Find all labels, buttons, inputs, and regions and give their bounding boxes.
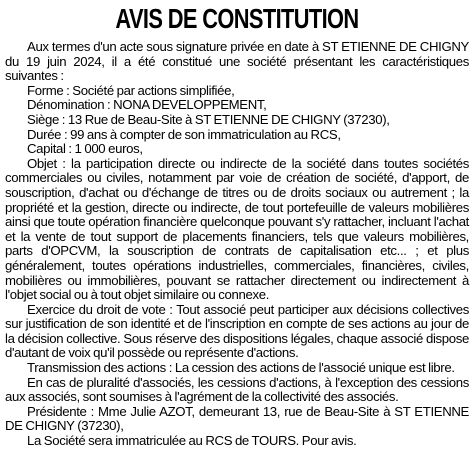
siege-line: Siège : 13 Rue de Beau-Site à ST ETIENNE DE CHIGNY (37230),	[27, 111, 390, 127]
notice-body	[5, 40, 469, 449]
pluralite-paragraph: En cas de pluralité d'associés, les cessions d'actions, à l'exception des cessions aux associés, sont soumises à l'agrément de la collectivité des associés.	[5, 374, 469, 405]
presidente-paragraph: Présidente : Mme Julie AZOT, demeurant 13, rue de Beau-Site à ST ETIENNE DE CHIGNY (37230),	[5, 403, 469, 434]
objet-paragraph: Objet : la participation directe ou indirecte de la société dans toutes sociétés commerciales ou civiles, notamment par voie de création de société, d'apport, de souscription, d'achat ou d'échange de titres ou de droits sociaux ou autrement ; la propriété et la gestion, directe ou indirecte, de tout portefeuille de valeurs mobilières ainsi que toute opération financière quelconque pouvant s'y rattacher, incluant l'achat et la vente de tout support de placements financiers, tels que valeurs mobilières, parts d'OPCVM, la souscription de contrats de capitalisation etc... ; et plus généralement, toutes opérations industrielles, commerciales, financières, civiles, mobilières ou immobilières, pouvant se rattacher directement ou indirectement à l'objet social ou à tout objet similaire ou connexe.	[5, 155, 469, 303]
duree-line: Durée : 99 ans à compter de son immatriculation au RCS,	[27, 126, 341, 142]
forme-line: Forme : Société par actions simplifiée,	[27, 82, 235, 98]
notice-title: AVIS DE CONSTITUTION	[115, 3, 359, 34]
capital-line: Capital : 1 000 euros,	[27, 141, 143, 157]
intro-paragraph: Aux termes d'un acte sous signature privée en date à ST ETIENNE DE CHIGNY du 19 juin 2024, il a été constitué une société présentant les caractéristiques suivantes :	[5, 39, 469, 84]
transmission-paragraph: Transmission des actions : La cession des actions de l'associé unique est libre.	[27, 360, 455, 376]
rcs-paragraph: La Société sera immatriculée au RCS de TOURS. Pour avis.	[27, 433, 357, 449]
vote-paragraph: Exercice du droit de vote : Tout associé peut participer aux décisions collectives sur justification de son identité et de l'inscription en compte de ses actions au jour de la décision collective. Sous réserve des dispositions légales, chaque associé dispose d'autant de voix qu'il possède ou représente d'actions.	[5, 301, 469, 361]
denomination-line: Dénomination : NONA DEVELOPPEMENT,	[27, 97, 267, 113]
